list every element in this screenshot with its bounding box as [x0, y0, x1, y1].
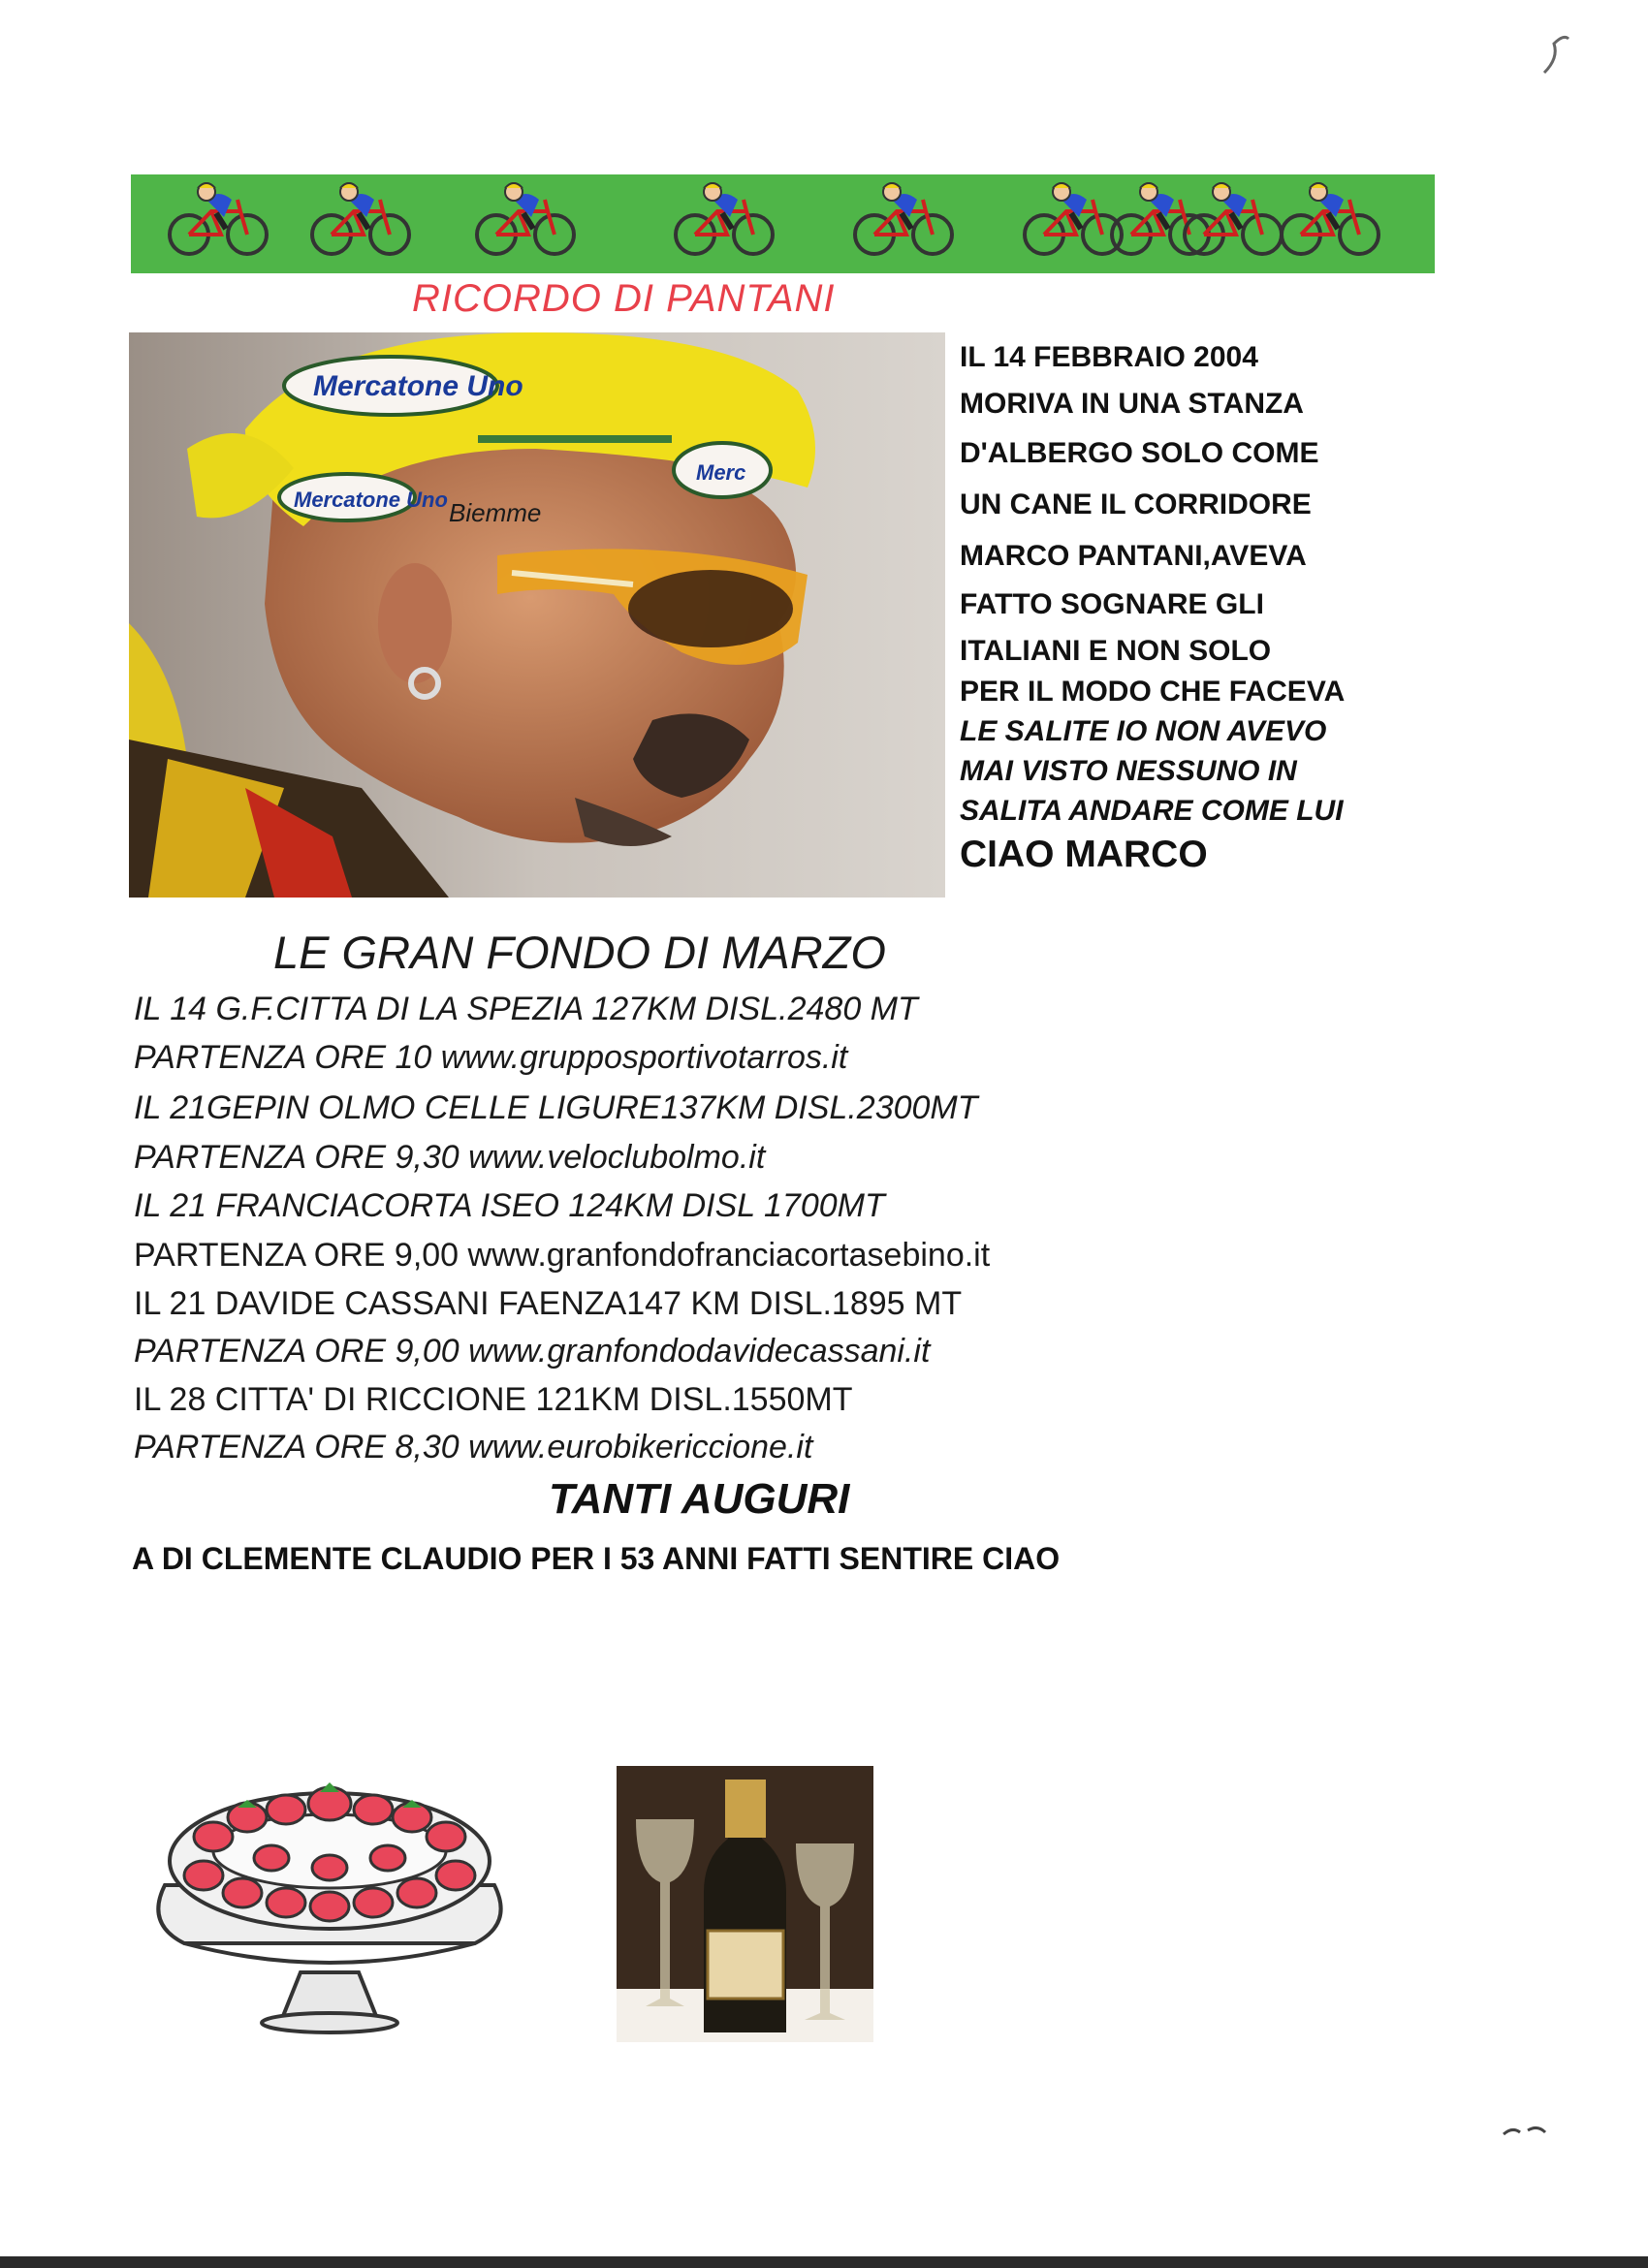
event-line: IL 28 CITTA' DI RICCIONE 121KM DISL.1550MT [134, 1381, 853, 1418]
cyclist-icon [312, 183, 409, 254]
scan-mark [1501, 2121, 1549, 2140]
cyclist-portrait-photo [129, 332, 945, 898]
event-line: IL 21 FRANCIACORTA ISEO 124KM DISL 1700MT [134, 1187, 885, 1224]
memorial-closing: CIAO MARCO [960, 834, 1208, 875]
cap-brand-text: Biemme [449, 498, 542, 527]
scan-mark [1539, 29, 1578, 78]
cyclist-icon [1025, 183, 1122, 254]
cyclist-icon [170, 183, 267, 254]
memorial-line: SALITA ANDARE COME LUI [960, 795, 1344, 827]
event-line: IL 21 DAVIDE CASSANI FAENZA147 KM DISL.1895 MT [134, 1285, 963, 1322]
memorial-line: ITALIANI E NON SOLO [960, 635, 1272, 667]
event-line: PARTENZA ORE 10 www.grupposportivotarros.it [134, 1039, 848, 1076]
cyclist-icon [477, 183, 574, 254]
greetings-dedication: A DI CLEMENTE CLAUDIO PER I 53 ANNI FATTI SENTIRE CIAO [132, 1541, 1061, 1576]
cyclist-icon-row [131, 174, 1435, 273]
event-line: IL 14 G.F.CITTA DI LA SPEZIA 127KM DISL.2480 MT [134, 991, 918, 1027]
cyclist-icon [855, 183, 952, 254]
champagne-bottle-icon [617, 1766, 873, 2042]
cap-brand-text: Mercatone Uno [313, 370, 523, 402]
page-title: RICORDO DI PANTANI [412, 277, 836, 320]
memorial-line: MARCO PANTANI,AVEVA [960, 540, 1307, 572]
event-line: PARTENZA ORE 9,30 www.veloclubolmo.it [134, 1139, 766, 1176]
memorial-line: LE SALITE IO NON AVEVO [960, 715, 1327, 747]
cap-brand-text: Mercatone Uno [294, 488, 448, 512]
event-line: PARTENZA ORE 8,30 www.eurobikericcione.it [134, 1429, 813, 1465]
memorial-line: IL 14 FEBBRAIO 2004 [960, 341, 1258, 373]
greetings-heading: TANTI AUGURI [549, 1475, 850, 1523]
memorial-line: MAI VISTO NESSUNO IN [960, 755, 1297, 787]
event-line: PARTENZA ORE 9,00 www.granfondofranciacortasebino.it [134, 1237, 991, 1274]
event-line: IL 21GEPIN OLMO CELLE LIGURE137KM DISL.2300MT [134, 1089, 978, 1126]
cyclists-banner [131, 174, 1435, 273]
cyclist-icon [676, 183, 773, 254]
cyclist-icon [1282, 183, 1379, 254]
scan-border [0, 2256, 1648, 2268]
strawberry-cake-icon [145, 1779, 519, 2040]
events-heading: LE GRAN FONDO DI MARZO [273, 927, 886, 978]
memorial-line: UN CANE IL CORRIDORE [960, 488, 1312, 520]
memorial-line: MORIVA IN UNA STANZA [960, 388, 1304, 420]
cap-brand-text: Merc [696, 460, 746, 485]
memorial-line: D'ALBERGO SOLO COME [960, 437, 1319, 469]
memorial-line: FATTO SOGNARE GLI [960, 588, 1264, 620]
event-line: PARTENZA ORE 9,00 www.granfondodavidecassani.it [134, 1333, 931, 1370]
memorial-line: PER IL MODO CHE FACEVA [960, 676, 1346, 708]
